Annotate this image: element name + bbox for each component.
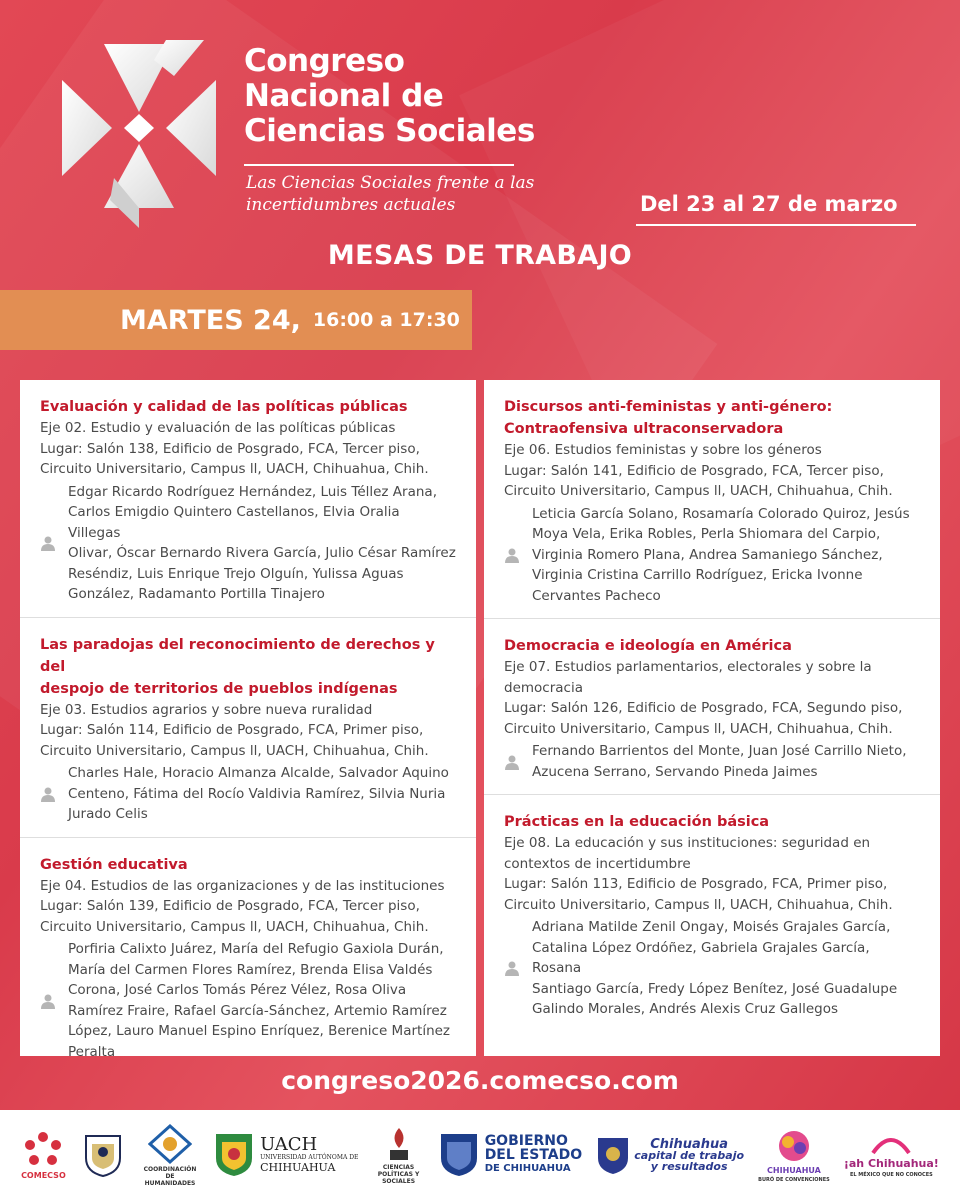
- session-location: Circuito Universitario, Campus ll, UACH, Chihuahua, Chih.: [40, 461, 429, 477]
- subtitle-line: incertidumbres actuales: [246, 195, 456, 215]
- buro-sublabel: BURÓ DE CONVENCIONES: [758, 1176, 830, 1183]
- ccpys-logo: [373, 1126, 425, 1185]
- participants-line: Charles Hale, Horacio Almanza Alcalde, Salvador Aquino: [68, 765, 449, 781]
- participants-line: Moya Vela, Erika Robles, Perla Shiomara del Carpio,: [532, 526, 881, 542]
- session-participants: [504, 504, 920, 607]
- participants-line: Jurado Celis: [68, 806, 148, 822]
- buro-convenciones-logo: [758, 1128, 830, 1183]
- session-title: despojo de territorios de pueblos indígenas: [40, 680, 398, 697]
- participants-list: [64, 939, 450, 1062]
- humanidades-label: COORDINACIÓN DE HUMANIDADES: [143, 1165, 197, 1187]
- date-divider: [636, 224, 916, 226]
- session-location: Circuito Universitario, Campus ll, UACH, Chihuahua, Chih.: [40, 918, 429, 935]
- participants-line: Porfiria Calixto Juárez, María del Refugio Gaxiola Durán,: [68, 941, 444, 957]
- sponsor-logos-bar: [0, 1110, 960, 1200]
- session-card: [20, 380, 476, 618]
- capital-line: Chihuahua: [650, 1136, 729, 1152]
- session-location: Circuito Universitario, Campus ll, UACH, Chihuahua, Chih.: [504, 896, 893, 913]
- session-participants: [40, 763, 456, 825]
- gobierno-line: DEL ESTADO: [484, 1147, 583, 1163]
- gobierno-shield-icon: [439, 1132, 479, 1178]
- session-axis: Eje 08. La educación y sus instituciones: seguridad en: [504, 835, 871, 851]
- session-location: Lugar: Salón 139, Edificio de Posgrado, FCA, Tercer piso,: [40, 898, 420, 914]
- session-participants: [40, 482, 456, 605]
- ccpys-label: CIENCIAS POLÍTICAS Y SOCIALES: [377, 1163, 420, 1185]
- uach-sublabel: UNIVERSIDAD AUTÓNOMA DE: [260, 1154, 359, 1161]
- congress-subtitle: [246, 172, 534, 216]
- session-title: Discursos anti-feministas y anti-género:: [504, 399, 833, 415]
- participants-line: Corona, José Carlos Tomás Pérez Vélez, Rosa Oliva: [68, 982, 407, 998]
- session-axis: democracia: [504, 679, 583, 696]
- session-location: Circuito Universitario, Campus ll, UACH, Chihuahua, Chih.: [40, 742, 429, 759]
- ah-sublabel: EL MÉXICO QUE NO CONOCES: [849, 1171, 933, 1178]
- session-title: Contraofensiva ultraconservadora: [504, 421, 784, 437]
- participants-line: González, Radamanto Portilla Tinajero: [68, 586, 325, 602]
- comecso-logo: [21, 1131, 66, 1180]
- unam-shield-icon: [80, 1132, 126, 1178]
- time-label: 16:00 a 17:30: [312, 309, 460, 331]
- city-crest-icon: [596, 1134, 630, 1176]
- session-axis: Eje 06. Estudios feministas y sobre los géneros: [504, 442, 822, 458]
- participants-list: [64, 482, 456, 605]
- right-sessions-panel: [484, 380, 940, 1056]
- participants-line: Adriana Matilde Zenil Ongay, Moisés Grajales García,: [532, 919, 891, 935]
- participants-line: Leticia García Solano, Rosamaría Colorado Quiroz, Jesús: [532, 505, 910, 522]
- session-card: [20, 838, 476, 1075]
- participants-line: María del Carmen Flores Ramírez, Brenda Elisa Valdés: [68, 961, 433, 978]
- person-icon: [40, 535, 64, 551]
- session-axis: contextos de incertidumbre: [504, 855, 691, 872]
- ccpys-emblem-icon: [384, 1126, 414, 1162]
- participants-line: Fernando Barrientos del Monte, Juan José Carrillo Nieto,: [532, 743, 907, 759]
- participants-line: Santiago García, Fredy López Benítez, José Guadalupe: [532, 980, 898, 997]
- person-icon: [504, 547, 528, 563]
- session-axis: Eje 02. Estudio y evaluación de las políticas públicas: [40, 420, 396, 436]
- session-participants: [40, 939, 456, 1062]
- buro-emblem-icon: [774, 1128, 814, 1164]
- website-url[interactable]: congreso2026.comecso.com: [281, 1066, 679, 1095]
- uach-city: CHIHUAHUA: [260, 1161, 336, 1174]
- title-line: Congreso: [244, 43, 405, 79]
- person-icon: [504, 754, 528, 770]
- session-axis: Eje 07. Estudios parlamentarios, electorales y sobre la: [504, 659, 872, 675]
- gobierno-chihuahua-logo: [439, 1132, 582, 1178]
- ah-arc-icon: [869, 1133, 913, 1155]
- title-line: Ciencias Sociales: [244, 113, 535, 149]
- session-participants: [504, 741, 920, 782]
- participants-list: [528, 917, 920, 1020]
- session-card: [20, 618, 476, 838]
- participants-list: [64, 763, 449, 825]
- session-title: Prácticas en la educación básica: [504, 814, 770, 830]
- title-divider: [244, 164, 514, 166]
- person-icon: [40, 993, 64, 1009]
- session-location: Lugar: Salón 113, Edificio de Posgrado, FCA, Primer piso,: [504, 876, 888, 892]
- session-location: Circuito Universitario, Campus ll, UACH, Chihuahua, Chih.: [504, 483, 893, 499]
- capital-line: y resultados: [650, 1159, 728, 1173]
- x-logo-icon: [54, 40, 224, 230]
- uach-label: UACH: [260, 1134, 318, 1155]
- session-title: Democracia e ideología en América: [504, 638, 792, 654]
- title-line: Nacional de: [244, 78, 444, 114]
- ah-chihuahua-logo: [844, 1133, 939, 1178]
- session-title: Gestión educativa: [40, 856, 188, 873]
- session-location: Lugar: Salón 141, Edificio de Posgrado, FCA, Tercer piso,: [504, 462, 884, 479]
- capital-chihuahua-logo: [596, 1134, 744, 1176]
- comecso-label: COMECSO: [21, 1170, 66, 1180]
- participants-line: Peralta: [68, 1043, 116, 1060]
- session-location: Circuito Universitario, Campus ll, UACH, Chihuahua, Chih.: [504, 720, 893, 737]
- participants-line: Virginia Romero Plana, Andrea Samaniego Sánchez,: [532, 546, 883, 563]
- subtitle-line: Las Ciencias Sociales frente a las: [246, 173, 535, 193]
- ah-label: ¡ah Chihuahua!: [843, 1156, 939, 1170]
- participants-line: Carlos Emigdio Quintero Castellanos, Elvia Oralia Villegas: [68, 504, 400, 541]
- left-sessions-panel: [20, 380, 476, 1060]
- participants-line: Galindo Morales, Andrés Alexis Cruz Gallegos: [532, 1001, 838, 1017]
- humanidades-logo: [140, 1124, 200, 1187]
- uach-shield-icon: [214, 1132, 254, 1178]
- participants-list: [528, 504, 910, 607]
- participants-line: Ramírez Fraire, Rafael García-Sánchez, Artemio Ramírez: [68, 1002, 447, 1019]
- participants-line: Olivar, Óscar Bernardo Rivera García, Julio César Ramírez: [68, 545, 456, 561]
- humanidades-emblem-icon: [148, 1124, 192, 1164]
- person-icon: [504, 960, 528, 976]
- gobierno-line: GOBIERNO: [484, 1133, 568, 1149]
- participants-line: Reséndiz, Luis Enrique Trejo Olguín, Yulissa Aguas: [68, 565, 404, 582]
- session-card: [484, 619, 940, 795]
- day-label: MARTES 24,: [120, 304, 301, 336]
- day-band: [0, 290, 472, 350]
- gobierno-line: DE CHIHUAHUA: [484, 1163, 571, 1174]
- session-location: Lugar: Salón 126, Edificio de Posgrado, FCA, Segundo piso,: [504, 700, 903, 716]
- participants-line: Catalina López Ordóñez, Gabriela Grajales García, Rosana: [532, 939, 870, 976]
- session-location: Lugar: Salón 114, Edificio de Posgrado, FCA, Primer piso,: [40, 722, 424, 738]
- comecso-emblem-icon: [23, 1131, 63, 1169]
- participants-line: Azucena Serrano, Servando Pineda Jaimes: [532, 763, 818, 780]
- date-range: Del 23 al 27 de marzo: [640, 192, 898, 216]
- session-title: Evaluación y calidad de las políticas públicas: [40, 399, 408, 415]
- capital-line: capital de trabajo: [634, 1148, 745, 1162]
- session-card: [484, 380, 940, 619]
- participants-line: Centeno, Fátima del Rocío Valdivia Ramírez, Silvia Nuria: [68, 785, 446, 802]
- participants-line: Virginia Cristina Carrillo Rodríguez, Ericka Ivonne: [532, 567, 863, 583]
- participants-list: [528, 741, 907, 782]
- participants-line: Cervantes Pacheco: [532, 587, 661, 604]
- session-participants: [504, 917, 920, 1020]
- session-card: [484, 795, 940, 1032]
- unam-logo: [80, 1132, 126, 1178]
- congress-title: [244, 44, 535, 149]
- session-title: Las paradojas del reconocimiento de derechos y del: [40, 636, 435, 675]
- buro-label: CHIHUAHUA: [767, 1165, 821, 1175]
- session-axis: Eje 03. Estudios agrarios y sobre nueva ruralidad: [40, 701, 373, 718]
- uach-logo: [214, 1132, 358, 1178]
- participants-line: López, Lauro Manuel Espino Enríquez, Berenice Martínez: [68, 1023, 451, 1039]
- session-location: Lugar: Salón 138, Edificio de Posgrado, FCA, Tercer piso,: [40, 440, 420, 457]
- session-axis: Eje 04. Estudios de las organizaciones y de las instituciones: [40, 877, 445, 894]
- person-icon: [40, 786, 64, 802]
- section-title: MESAS DE TRABAJO: [327, 240, 633, 271]
- participants-line: Edgar Ricardo Rodríguez Hernández, Luis Téllez Arana,: [68, 483, 437, 500]
